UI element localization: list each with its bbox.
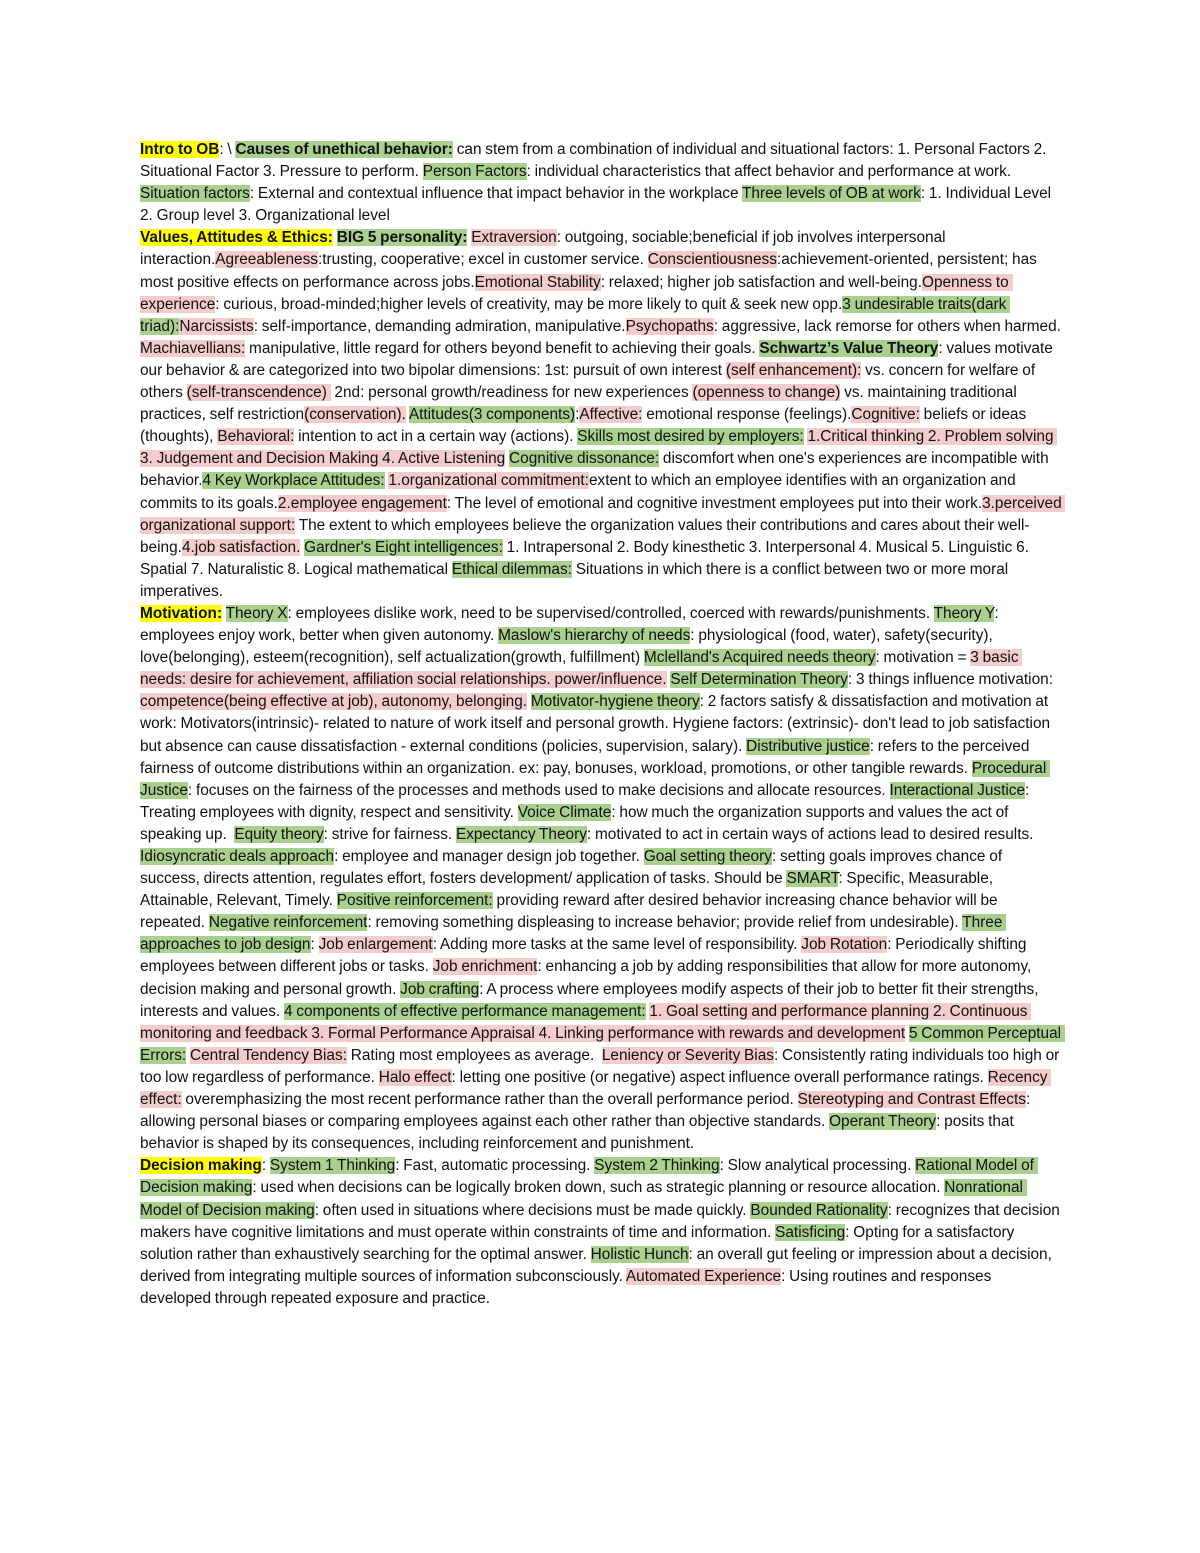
text-run: manipulative, little regard for others beyond benefit to achieving their goals.	[245, 339, 760, 357]
term-highlight-expectancy-theory: Expectancy Theory	[455, 825, 587, 843]
detail-highlight-cognitive: Cognitive:	[851, 406, 920, 424]
text-run: : employees dislike work, need to be supervised/controlled, coerced with rewards/punishments.	[287, 604, 934, 622]
text-run: : recognizes that decision makers have cognitive limitations and must operate within constraints of time and information.	[140, 1201, 1064, 1241]
text-run: emotional response (feelings).	[642, 406, 852, 424]
text-run: The extent to which employees believe the organization values their contributions and cares about their well-being.	[140, 516, 1030, 556]
section-decision-making	[140, 1155, 1062, 1310]
detail-highlight-1-organizational-commitment: 1.organizational commitment:	[388, 472, 589, 490]
term-highlight-situation-factors: Situation factors	[140, 185, 250, 203]
text-run: : Consistently rating individuals too high or too low regardless of performance.	[140, 1046, 1064, 1086]
text-run: : motivated to act in certain ways of actions lead to desired results.	[586, 825, 1038, 843]
text-run: 1. Intrapersonal 2. Body kinesthetic 3. Interpersonal 4. Musical 5. Linguistic 6. Spatial 7. Naturalistic 8. Logical mathematical	[140, 538, 1033, 578]
detail-highlight-narcissists: Narcissists	[179, 317, 254, 335]
text-run: : Periodically shifting employees between different jobs or tasks.	[140, 936, 1031, 976]
term-highlight-equity-theory: Equity theory	[234, 825, 324, 843]
text-run: : employees enjoy work, better when given autonomy.	[140, 604, 1003, 645]
term-highlight-satisficing: Satisficing	[775, 1223, 846, 1241]
detail-highlight-emotional-stability: Emotional Stability	[474, 273, 601, 291]
detail-highlight-leniency-or-severity-bias: Leniency or Severity Bias	[601, 1046, 774, 1064]
text-run: vs. concern for welfare of others	[140, 361, 1039, 402]
detail-highlight-recency-effect: Recency effect:	[140, 1068, 1052, 1109]
text-run: : enhancing a job by adding responsibilities that allow for more autonomy, decision making and personal growth.	[140, 958, 1036, 998]
term-highlight-operant-theory: Operant Theory	[829, 1113, 937, 1131]
term-highlight-negative-reinforcement: Negative reinforcement	[208, 914, 368, 932]
term-highlight-attitudes-3-components: Attitudes(3 components)	[408, 406, 576, 424]
term-highlight-bounded-rationality: Bounded Rationality	[750, 1201, 888, 1219]
term-highlight-motivator-hygiene-theory: Motivator-hygiene theory	[530, 693, 700, 711]
term-highlight-cognitive-dissonance: Cognitive dissonance:	[509, 450, 660, 468]
detail-highlight-extraversion: Extraversion	[471, 229, 557, 247]
text-run: :achievement-oriented, persistent; has most positive effects on performance across jobs.	[140, 251, 1041, 291]
term-highlight-big-5-personality: BIG 5 personality:	[336, 229, 468, 247]
detail-highlight-agreeableness: Agreeableness	[215, 251, 318, 269]
text-run: : 1. Individual Level 2. Group level 3. Organizational level	[140, 185, 1055, 225]
detail-highlight-openness-to-change: (openness to change)	[692, 384, 841, 402]
text-run: : used when decisions can be logically broken down, such as strategic planning or resource allocation.	[252, 1179, 945, 1197]
detail-highlight-central-tendency-bias: Central Tendency Bias:	[189, 1046, 347, 1064]
term-highlight-maslow-s-hierarchy-of-needs: Maslow's hierarchy of needs	[498, 627, 691, 645]
term-highlight-goal-setting-theory: Goal setting theory	[643, 848, 772, 865]
text-run: : posits that behavior is shaped by its consequences, including reinforcement and punishment.	[140, 1113, 1018, 1153]
term-highlight-ethical-dilemmas: Ethical dilemmas:	[451, 560, 572, 578]
text-run: vs. maintaining traditional practices, self restriction	[140, 384, 1021, 424]
detail-highlight-halo-effect: Halo effect	[378, 1068, 452, 1086]
text-run: : Fast, automatic processing.	[395, 1157, 595, 1175]
text-run: : Opting for a satisfactory solution rather than exhaustively searching for the optimal answer.	[140, 1223, 1019, 1263]
term-highlight-holistic-hunch: Holistic Hunch	[590, 1245, 689, 1263]
term-highlight-system-1-thinking: System 1 Thinking	[269, 1157, 396, 1175]
text-run: : how much the organization supports and values the act of speaking up.	[140, 803, 1013, 843]
text-run: : strive for fairness.	[323, 825, 456, 843]
text-run: : aggressive, lack remorse for others when harmed.	[713, 317, 1065, 335]
text-run: : values motivate our behavior & are categorized into two bipolar dimensions: 1st: pursuit of own interest	[140, 339, 1057, 379]
term-highlight-self-determination-theory: Self Determination Theory	[670, 671, 848, 689]
term-highlight-gardner-s-eight-intelligences: Gardner's Eight intelligences:	[304, 538, 503, 556]
detail-highlight-3-basic-needs-desire-for-achievement-aff: 3 basic needs: desire for achievement, affiliation social relationships. power/influence.	[140, 649, 1023, 689]
text-run: : Using routines and responses developed through repeated exposure and practice.	[140, 1267, 996, 1307]
text-run: :	[261, 1157, 270, 1175]
section-heading-intro-to-ob: Intro to OB	[140, 141, 220, 158]
term-highlight-skills-most-desired-by-employers: Skills most desired by employers:	[577, 428, 804, 446]
term-highlight-4-key-workplace-attitudes: 4 Key Workplace Attitudes:	[202, 472, 385, 490]
text-run: : \	[219, 141, 236, 158]
term-highlight-interactional-justice: Interactional Justice	[889, 781, 1026, 799]
section-values-attitudes-ethics	[140, 227, 1066, 603]
detail-highlight-job-rotation: Job Rotation	[801, 936, 888, 954]
text-run: can stem from a combination of individual and situational factors: 1. Personal Factors 2. Situational Factor 3. Pressure to perform.	[140, 141, 1051, 181]
section-heading-values-attitudes-ethics: Values, Attitudes & Ethics:	[140, 229, 333, 247]
detail-highlight-2-employee-engagement: 2.employee engagement	[277, 494, 447, 512]
detail-highlight-affective: Affective:	[579, 406, 643, 424]
text-run: providing reward after desired behavior increasing chance behavior will be repeated.	[140, 892, 1002, 932]
text-run: : an overall gut feeling or impression about a decision, derived from integrating multiple sources of information subconsciously.	[140, 1245, 1056, 1285]
section-heading-motivation: Motivation:	[140, 604, 223, 622]
text-run: : 3 things influence motivation:	[847, 671, 1057, 689]
term-highlight-voice-climate: Voice Climate	[517, 803, 612, 821]
term-highlight-schwartz-s-value-theory: Schwartz’s Value Theory	[759, 339, 939, 357]
detail-highlight-1-critical-thinking-2-problem-solving-3-: 1.Critical thinking 2. Problem solving 3. Judgement and Decision Making 4. Active Listening	[140, 428, 1058, 468]
text-run: : letting one positive (or negative) aspect influence overall performance ratings.	[451, 1068, 988, 1086]
detail-highlight-stereotyping-and-contrast-effects: Stereotyping and Contrast Effects	[797, 1091, 1026, 1109]
text-run: : 2 factors satisfy & dissatisfaction and motivation at work: Motivators(intrinsic)- related to nature of work itself and personal growth. Hygiene factors: (extrinsic)- don't lead to job satisfaction but absence can cause dissatisfaction - external conditions (policies, supervision, salary).	[140, 693, 1054, 755]
text-run: : employee and manager design job together.	[334, 848, 644, 865]
text-run: Rating most employees as average.	[346, 1046, 602, 1064]
detail-highlight-automated-experience: Automated Experience	[625, 1267, 782, 1285]
term-highlight-job-crafting: Job crafting	[400, 980, 480, 998]
text-run: : focuses on the fairness of the processes and methods used to make decisions and allocate resources.	[187, 781, 890, 799]
text-run: : A process where employees modify aspects of their job to better fit their strengths, interests and values.	[140, 980, 1043, 1020]
text-run: : motivation =	[875, 649, 971, 667]
section-intro-to-ob	[140, 139, 1062, 227]
text-run: : individual characteristics that affect behavior and performance at work.	[526, 163, 1015, 181]
section-motivation	[140, 603, 1065, 1155]
text-run: extent to which an employee identifies with an organization and commits to its goals.	[140, 472, 1020, 512]
text-run: :	[310, 936, 319, 954]
detail-highlight-machiavellians: Machiavellians:	[140, 339, 246, 357]
text-run: : outgoing, sociable;beneficial if job involves interpersonal interaction.	[140, 229, 950, 269]
text-run: overemphasizing the most recent performance rather than the overall performance period.	[181, 1091, 798, 1109]
detail-highlight-conscientiousness: Conscientiousness	[647, 251, 777, 269]
text-run: : often used in situations where decisions must be made quickly.	[314, 1201, 751, 1219]
term-highlight-theory-y: Theory Y	[933, 604, 995, 622]
term-highlight-three-approaches-to-job-design: Three approaches to job design	[140, 914, 1007, 954]
term-highlight-positive-reinforcement: Positive reinforcement:	[336, 892, 493, 910]
term-highlight-idiosyncratic-deals-approach: Idiosyncratic deals approach	[140, 848, 335, 865]
text-run: : removing something displeasing to increase behavior; provide relief from undesirable).	[367, 914, 963, 932]
detail-highlight-self-transcendence: (self-transcendence)	[186, 384, 331, 402]
text-run: beliefs or ideas (thoughts),	[140, 406, 1030, 446]
text-run: : allowing personal biases or comparing employees against each other rather than objective standards.	[140, 1091, 1034, 1131]
text-run: : physiological (food, water), safety(security), love(belonging), esteem(recognition), self actualization(growth, fulfillment)	[140, 627, 997, 667]
term-highlight-three-levels-of-ob-at-work: Three levels of OB at work	[742, 185, 921, 203]
text-run: Situations in which there is a conflict between two or more moral imperatives.	[140, 560, 1012, 600]
text-run: intention to act in a certain way (actions).	[294, 428, 578, 446]
text-run: : The level of emotional and cognitive investment employees put into their work.	[446, 494, 983, 512]
section-heading-decision-making: Decision making	[140, 1157, 262, 1175]
text-run: : Treating employees with dignity, respect and sensitivity.	[140, 781, 1033, 821]
term-highlight-theory-x: Theory X	[225, 604, 288, 622]
term-highlight-smart: SMART	[786, 870, 839, 888]
detail-highlight-competence-being-effective-at-job-autono: competence(being effective at job), autonomy, belonging.	[140, 693, 528, 711]
term-highlight-5-common-perceptual-errors: 5 Common Perceptual Errors:	[140, 1024, 1065, 1064]
text-run: discomfort when one's experiences are incompatible with behavior.	[140, 450, 1053, 490]
text-run: : setting goals improves chance of success, directs attention, regulates effort, fosters development/ application of tasks. Should be	[140, 848, 1006, 888]
text-run: : relaxed; higher job satisfaction and well-being.	[600, 273, 922, 291]
term-highlight-nonrational-model-of-decision-making: Nonrational Model of Decision making	[140, 1179, 1027, 1219]
text-run: : self-importance, demanding admiration, manipulative.	[253, 317, 626, 335]
text-run: :	[575, 406, 580, 424]
text-run: : refers to the perceived fairness of outcome distributions within an organization. ex: pay, bonuses, workload, promotions, or other tangible rewards.	[140, 737, 1034, 777]
text-run: : Slow analytical processing.	[719, 1157, 916, 1175]
term-highlight-procedural-justice: Procedural Justice	[140, 759, 1051, 799]
detail-highlight-openness-to-experience: Openness to experience	[140, 273, 1013, 313]
term-highlight-distributive-justice: Distributive justice	[746, 737, 870, 755]
study-notes-body	[140, 139, 1066, 1310]
detail-highlight-behavioral: Behavioral:	[217, 428, 295, 446]
term-highlight-person-factors: Person Factors	[422, 163, 527, 181]
detail-highlight-conservation: (conservation).	[304, 406, 406, 424]
term-highlight-causes-of-unethical-behavior: Causes of unethical behavior:	[235, 141, 453, 158]
detail-highlight-job-enrichment: Job enrichment	[432, 958, 538, 976]
term-highlight-3-undesirable-traits-dark-triad: 3 undesirable traits(dark triad):	[140, 295, 1011, 335]
detail-highlight-psychopaths: Psychopaths	[625, 317, 714, 335]
term-highlight-system-2-thinking: System 2 Thinking	[594, 1157, 720, 1175]
term-highlight-rational-model-of-decision-making: Rational Model of Decision making	[140, 1157, 1038, 1197]
detail-highlight-4-job-satisfaction: 4.job satisfaction.	[181, 538, 301, 556]
text-run: 2nd: personal growth/readiness for new experiences	[330, 384, 693, 402]
detail-highlight-self-enhancement: (self enhancement):	[725, 361, 862, 379]
term-highlight-4-components-of-effective-performance-ma: 4 components of effective performance management:	[283, 1002, 646, 1020]
text-run: : curious, broad-minded;higher levels of creativity, may be more likely to quit & seek new opp.	[215, 295, 843, 313]
detail-highlight-3-perceived-organizational-support: 3.perceived organizational support:	[140, 494, 1066, 534]
term-highlight-mclelland-s-acquired-needs-theory: Mclelland's Acquired needs theory	[643, 649, 876, 667]
detail-highlight-1-goal-setting-and-performance-planning-: 1. Goal setting and performance planning 2. Continuous monitoring and feedback 3. Formal Performance Appraisal 4. Linking performance with rewards and development	[140, 1002, 1032, 1042]
text-run: : Specific, Measurable, Attainable, Relevant, Timely.	[140, 870, 996, 910]
detail-highlight-job-enlargement: Job enlargement	[318, 936, 433, 954]
text-run: : Adding more tasks at the same level of responsibility.	[432, 936, 802, 954]
text-run: :trusting, cooperative; excel in customer service.	[317, 251, 648, 269]
text-run: : External and contextual influence that impact behavior in the workplace	[249, 185, 742, 203]
